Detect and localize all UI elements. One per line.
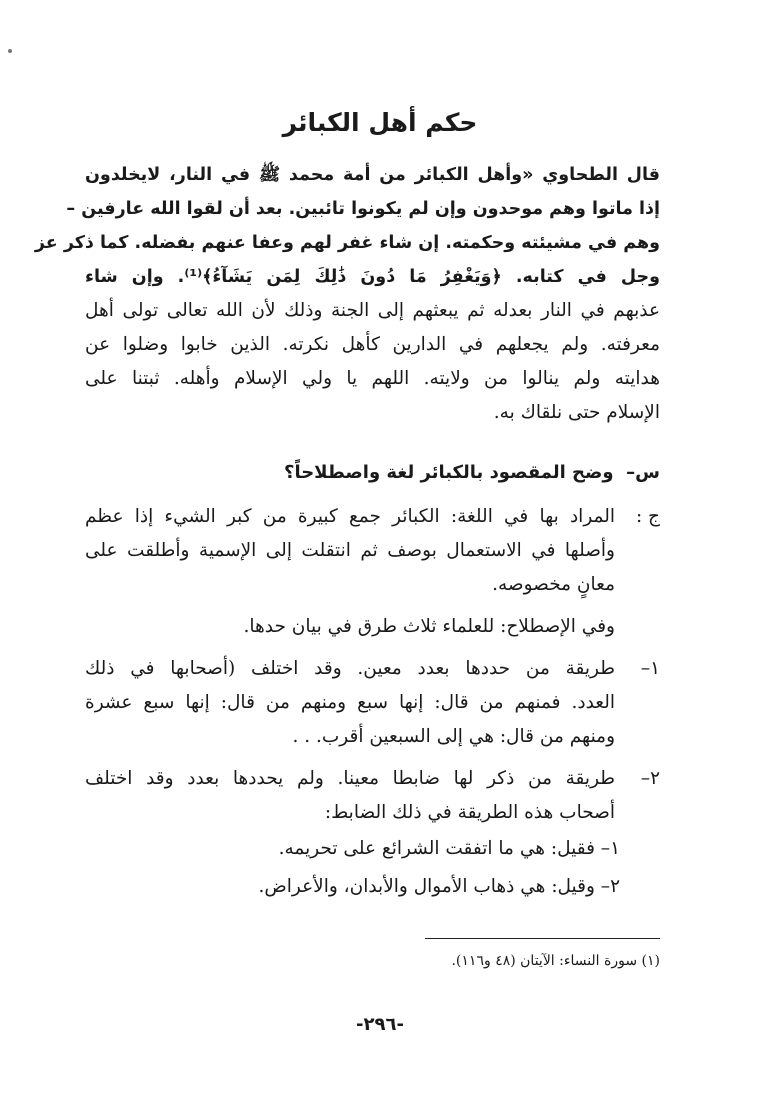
intro-line: قال الطحاوي «وأهل الكبائر من أمة محمد ﷺ في النار، لايخلدون xyxy=(85,165,660,185)
answer-label: ج : xyxy=(635,506,660,527)
term-line: وفي الإصطلاح: للعلماء ثلاث طرق في بيان حدها. xyxy=(243,616,615,637)
method-item-1 xyxy=(85,652,660,754)
item-line: أصحاب هذه الطريقة في ذلك الضابط: xyxy=(324,802,615,823)
answer-block xyxy=(85,500,660,644)
sub-item: ٢– وقيل: هي ذهاب الأموال والأبدان، والأعراض. xyxy=(258,876,620,897)
intro-line: عذبهم في النار بعدله ثم يبعثهم إلى الجنة وذلك لأن الله تعالى تولى أهل xyxy=(85,300,660,321)
intro-line: وهم في مشيئته وحكمته. إن شاء غفر لهم وعفا عنهم بفضله. كما ذكر عز xyxy=(34,233,660,253)
intro-line: وجل في كتابه. ﴿وَيَغْفِرُ مَا دُونَ ذَٰلِكَ لِمَن يَشَآءُ﴾⁽¹⁾. وإن شاء xyxy=(85,267,661,287)
intro-line: إذا ماتوا وهم موحدون وإن لم يكونوا تائبين. بعد أن لقوا الله عارفين – xyxy=(66,199,660,219)
page-title: حكم أهل الكبائر xyxy=(282,108,478,137)
answer-line: المراد بها في اللغة: الكبائر جمع كبيرة من كبر الشيء إذا عظم xyxy=(85,506,615,527)
answer-line: وأصلها في الاستعمال بوصف ثم انتقلت إلى الإسمية وأطلقت على xyxy=(85,540,615,561)
method-item-2 xyxy=(85,762,660,830)
margin-mark xyxy=(8,49,12,53)
item-line: العدد. فمنهم من قال: إنها سبع ومنهم من قال: إنها سبع عشرة xyxy=(85,692,615,713)
sub-item: ١– فقيل: هي ما اتفقت الشرائع على تحريمه. xyxy=(278,838,620,859)
answer-line: معانٍ مخصوصه. xyxy=(492,574,615,595)
item-line: طريقة من حددها بعدد معين. وقد اختلف (أصحابها في ذلك xyxy=(85,658,615,679)
footnote-divider xyxy=(425,938,660,939)
intro-line: الإسلام حتى نلقاك به. xyxy=(493,402,660,423)
footnote: (١) سورة النساء: الآيتان (٤٨ و١١٦). xyxy=(451,953,660,969)
intro-paragraph xyxy=(34,158,661,430)
intro-line: معرفته. ولم يجعلهم في الدارين كأهل نكرته. الذين خابوا وضلوا عن xyxy=(85,334,660,355)
item-label: ١– xyxy=(640,658,660,679)
question-text: وضح المقصود بالكبائر لغة واصطلاحاً؟ xyxy=(284,462,614,483)
question-label: س– xyxy=(626,462,660,483)
question xyxy=(85,462,660,483)
item-label: ٢– xyxy=(640,768,660,789)
page-number: -٢٩٦- xyxy=(356,1014,404,1035)
item-line: ومنهم من قال: هي إلى السبعين أقرب. . . xyxy=(292,726,615,747)
item-line: طريقة من ذكر لها ضابطا معينا. ولم يحددها بعدد وقد اختلف xyxy=(85,768,615,789)
intro-line: هدايته ولم ينالوا من ولايته. اللهم يا ولي الإسلام وأهله. ثبتنا على xyxy=(85,368,660,389)
